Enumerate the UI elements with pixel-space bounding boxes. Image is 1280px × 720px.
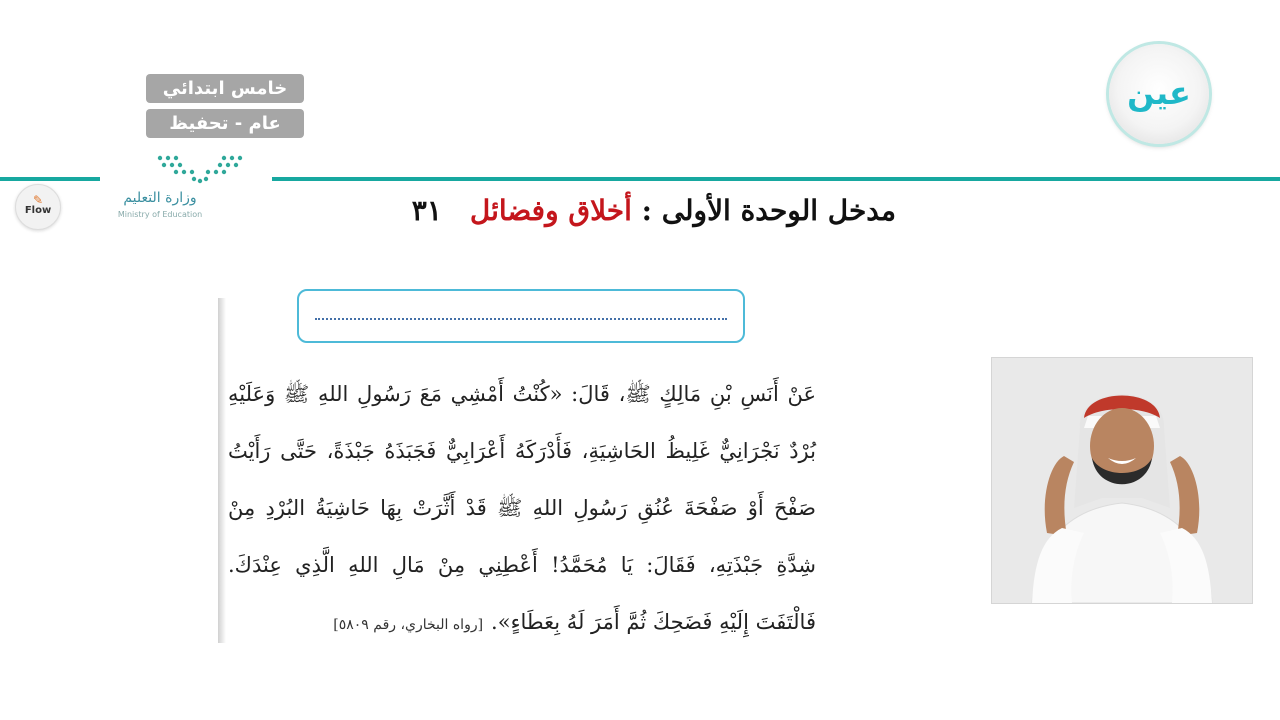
sign-language-video	[991, 357, 1253, 604]
header-divider-right	[272, 177, 1280, 181]
flow-badge[interactable]	[15, 184, 61, 230]
answer-box[interactable]	[297, 289, 745, 343]
ministry-name-ar: وزارة التعليم	[123, 190, 197, 206]
ain-logo-icon	[1109, 44, 1209, 144]
ministry-dots-icon	[154, 154, 246, 188]
title-prefix: مدخل الوحدة الأولى :	[631, 194, 896, 227]
hadith-reference: [رواه البخاري، رقم ٥٨٠٩]	[333, 617, 484, 633]
ministry-logo	[110, 152, 230, 222]
answer-dotted-line	[315, 318, 727, 320]
header-divider-left	[0, 177, 100, 181]
title-highlight: أخلاق وفضائل	[469, 194, 632, 227]
hadith-body: عَنْ أَنَسِ بْنِ مَالِكٍ ﷺ، قَالَ: «كُنْتُ أَمْشِي مَعَ رَسُولِ اللهِ ﷺ وَعَلَيْهِ بُرْدٌ نَجْرَانِيٌّ غَلِيظُ الحَاشِيَةِ، فَأَدْرَكَهُ أَعْرَابِيٌّ فَجَبَذَهُ جَبْذَةً، حَتَّى رَأَيْتُ صَفْحَ أَوْ صَفْحَةَ عُنُقِ رَسُولِ اللهِ ﷺ قَدْ أَثَّرَتْ بِهَا حَاشِيَةُ البُرْدِ مِنْ شِدَّةِ جَبْذَتِهِ، فَقَالَ: يَا مُحَمَّدُ! أَعْطِنِي مِنْ مَالِ اللهِ الَّذِي عِنْدَكَ. فَالْتَفَتَ إِلَيْهِ فَضَحِكَ ثُمَّ أَمَرَ لَهُ بِعَطَاءٍ».	[228, 382, 816, 634]
flow-label: Flow	[24, 205, 52, 216]
track-label: عام - تحفيظ	[146, 109, 304, 138]
page-title	[296, 194, 896, 238]
logo-text: عين	[1127, 74, 1191, 112]
interpreter-figure	[992, 358, 1252, 603]
hadith-text	[228, 366, 816, 654]
pencil-icon: ✎	[33, 193, 44, 207]
page-number: ٣١	[411, 194, 442, 227]
ministry-name-en: Ministry of Education	[117, 210, 203, 219]
grade-label: خامس ابتدائي	[146, 74, 304, 103]
page-edge	[218, 298, 226, 643]
